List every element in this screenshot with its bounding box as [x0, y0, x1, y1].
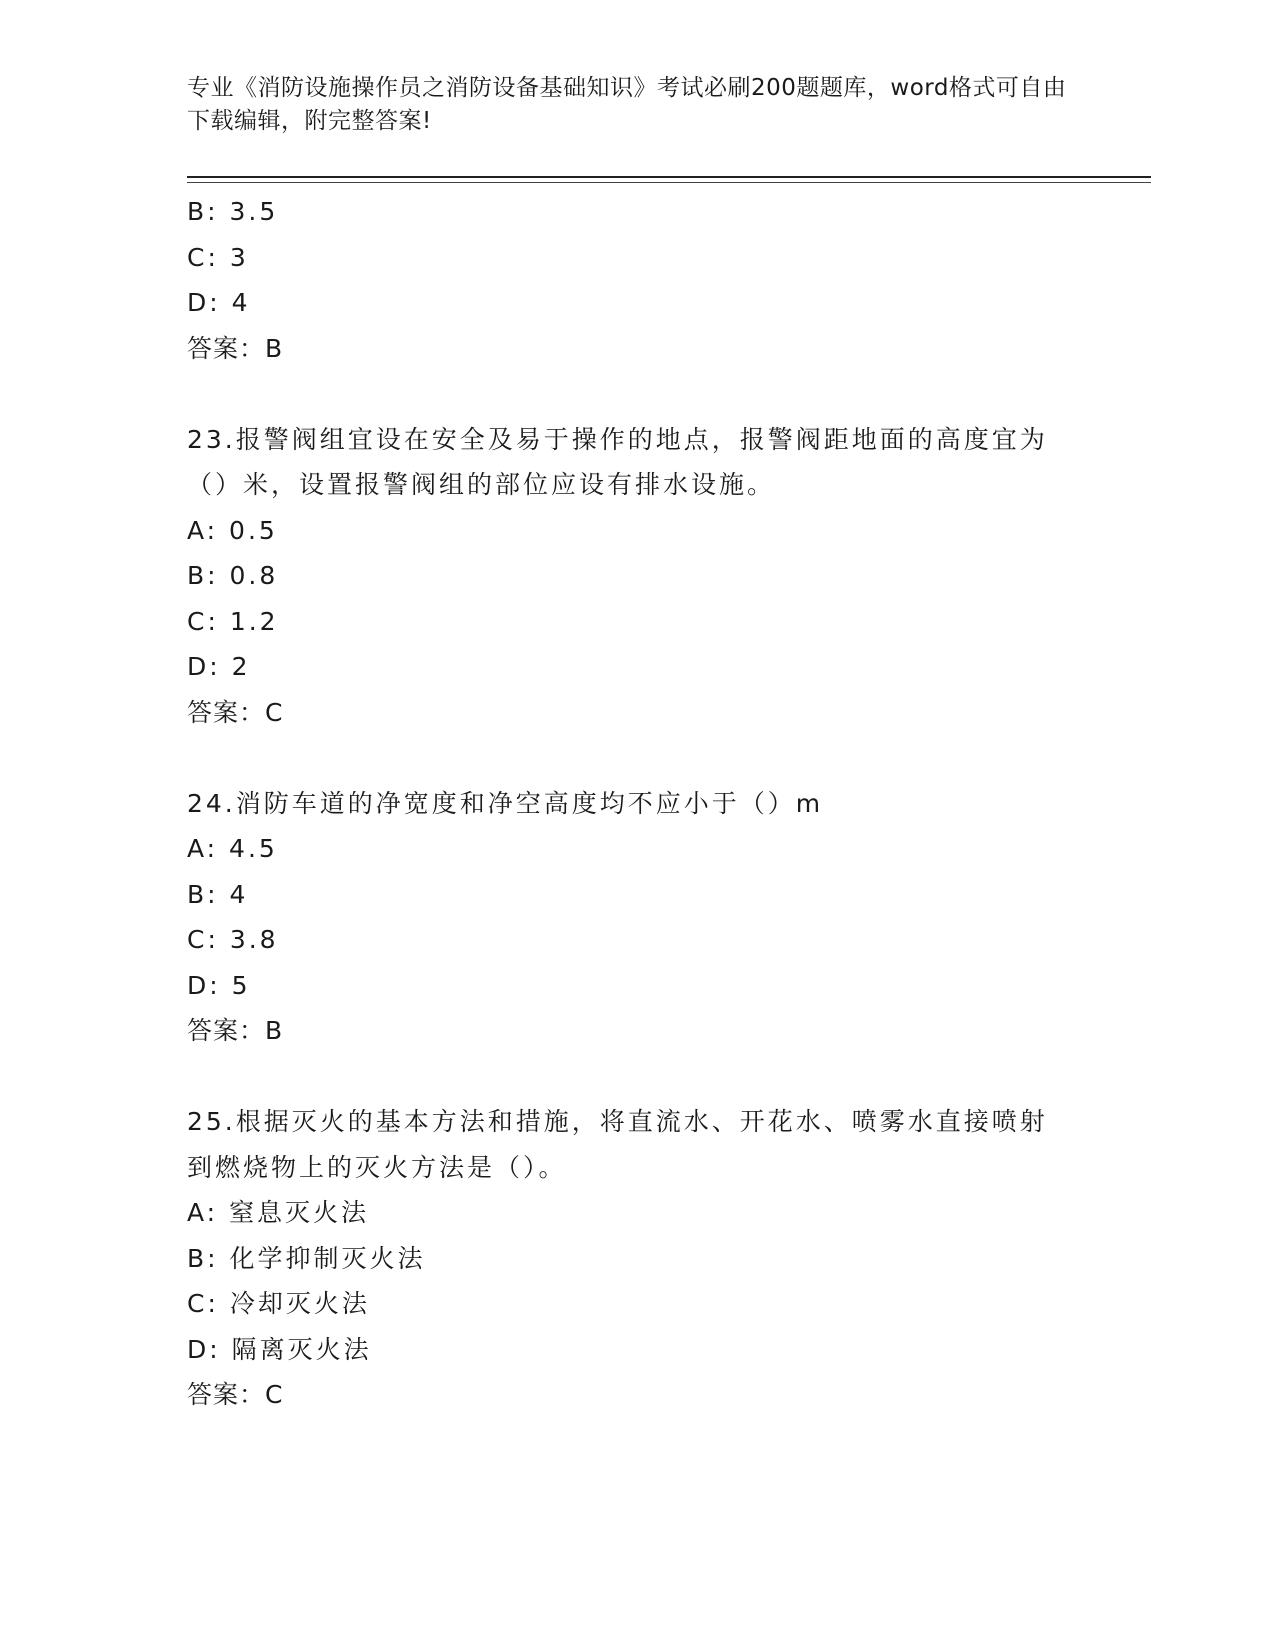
answer-text: 答案：C	[187, 1380, 284, 1409]
option-c: C: 冷却灭火法	[187, 1289, 370, 1318]
option-b: B: 4	[187, 879, 249, 909]
option-b: B: 0.8	[187, 561, 279, 590]
option-d: D: 5	[187, 970, 251, 1000]
option-a: A: 0.5	[187, 515, 278, 545]
option-a: A: 4.5	[187, 834, 278, 863]
partial-question	[187, 189, 1087, 371]
question-separator	[187, 735, 1087, 781]
question-23	[187, 417, 1087, 736]
option-d: D: 2	[187, 652, 251, 681]
question-stem: 23.报警阀组宜设在安全及易于操作的地点，报警阀距地面的高度宜为（）米，设置报警阀组的部位应设有排水设施。	[187, 424, 1048, 499]
question-24	[187, 781, 1087, 1054]
question-25	[187, 1099, 1087, 1418]
option-d: D: 隔离灭火法	[187, 1334, 372, 1364]
option-b: B: 3.5	[187, 197, 279, 226]
answer-text: 答案：C	[187, 697, 284, 727]
option-a: A: 窒息灭火法	[187, 1198, 370, 1227]
question-stem: 25.根据灭火的基本方法和措施，将直流水、开花水、喷雾水直接喷射到燃烧物上的灭火方法是（）。	[187, 1107, 1048, 1182]
question-list	[187, 189, 1087, 1418]
header-divider-thick	[187, 176, 1151, 178]
question-separator	[187, 371, 1087, 417]
option-b: B: 化学抑制灭火法	[187, 1243, 426, 1273]
question-stem: 24.消防车道的净宽度和净空高度均不应小于（）m	[187, 788, 824, 818]
option-c: C: 3.8	[187, 925, 279, 954]
answer-text: 答案：B	[187, 333, 284, 363]
document-title: 专业《消防设施操作员之消防设备基础知识》考试必刷200题题库，word格式可自由下载编辑，附完整答案!	[187, 75, 1067, 134]
header-divider-thin	[187, 182, 1151, 183]
option-c: C: 3	[187, 242, 249, 272]
option-c: C: 1.2	[187, 606, 279, 636]
question-separator	[187, 1054, 1087, 1100]
option-d: D: 4	[187, 288, 251, 317]
answer-text: 答案：B	[187, 1016, 284, 1045]
page-header	[187, 72, 1067, 138]
